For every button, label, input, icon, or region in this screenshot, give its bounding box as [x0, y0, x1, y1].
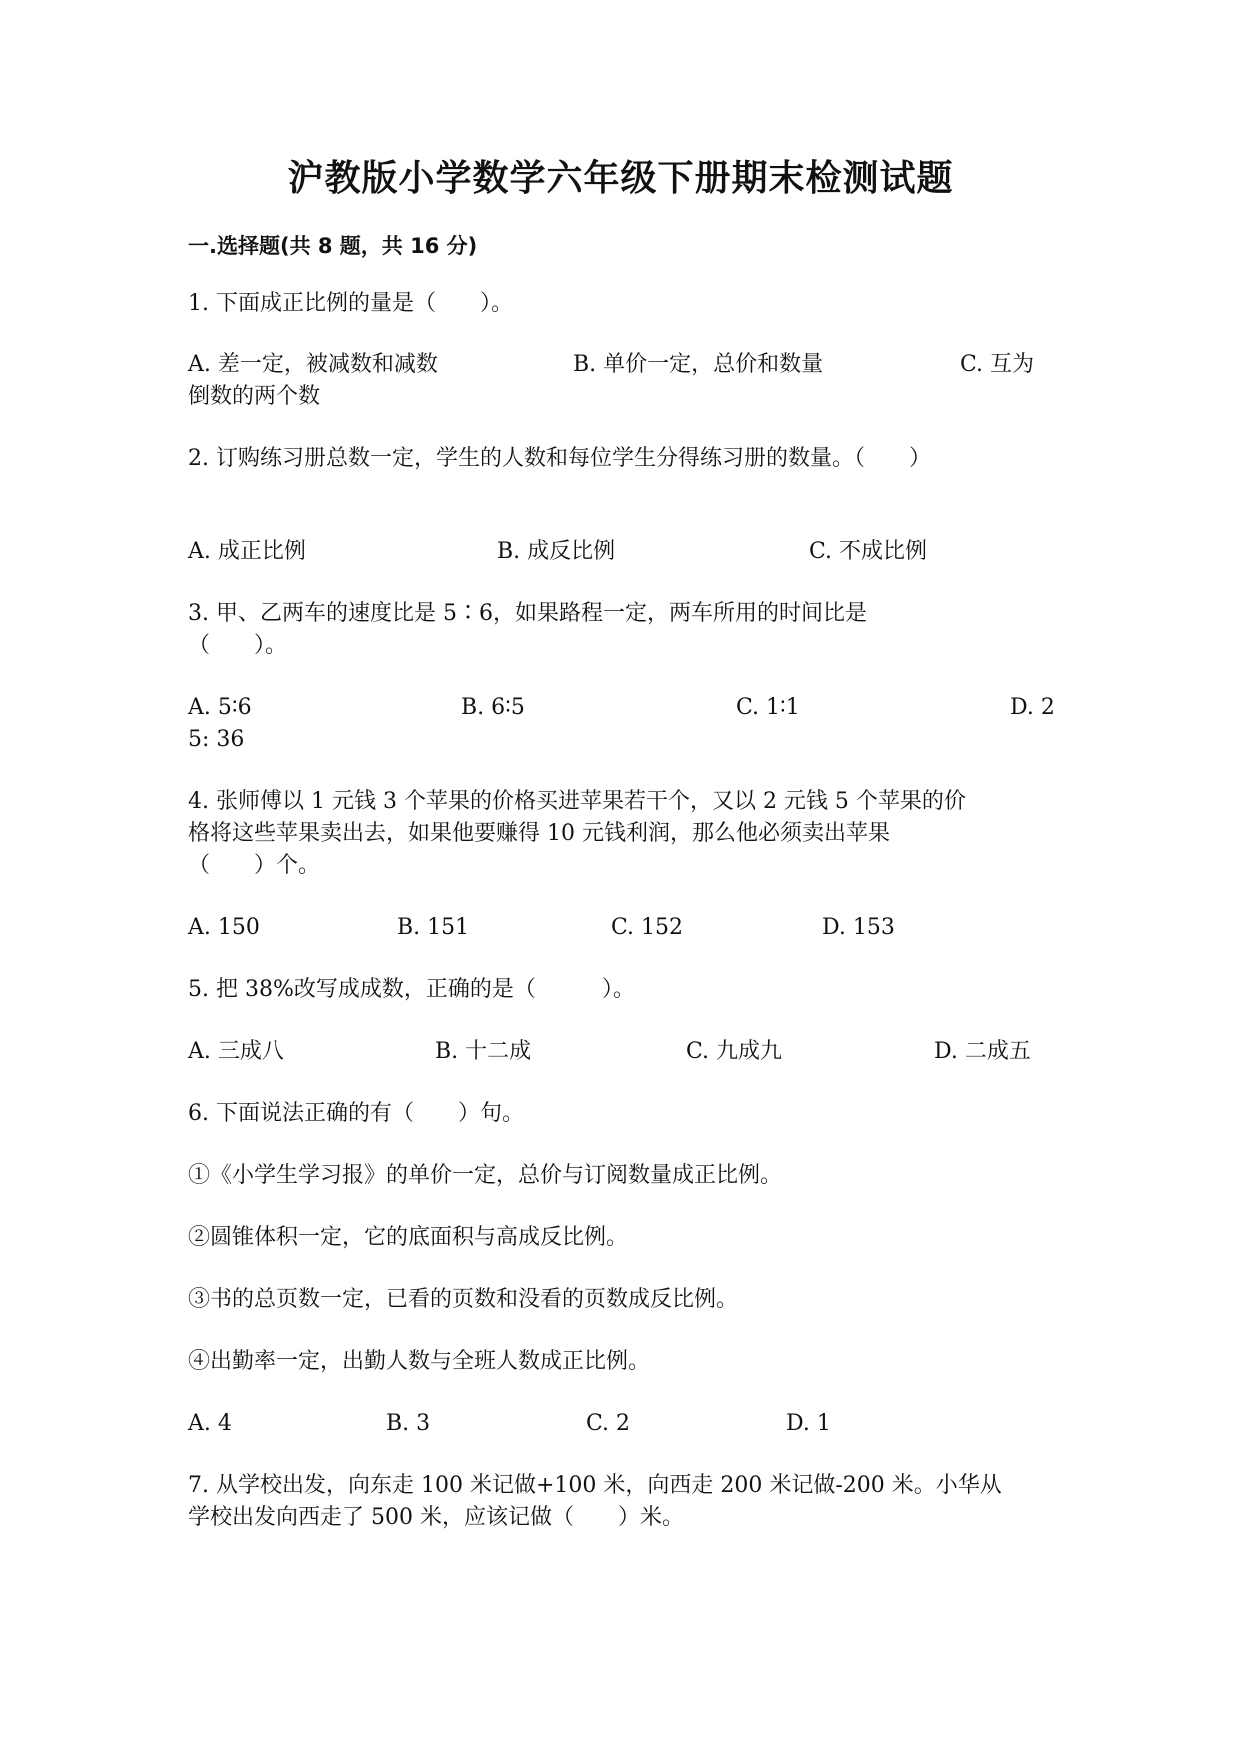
q6-option-d: D. 1: [786, 1411, 831, 1436]
q6-statement-2: ②圆锥体积一定，它的底面积与高成反比例。: [188, 1225, 629, 1250]
question-1-stem: 1. 下面成正比例的量是（ ）。: [188, 291, 513, 316]
page-title: 沪教版小学数学六年级下册期末检测试题: [287, 158, 954, 199]
q3-option-c: C. 1∶1: [736, 695, 800, 720]
q5-option-b: B. 十二成: [435, 1039, 532, 1064]
q1-option-wrap: 倒数的两个数: [188, 384, 321, 409]
question-4-stem-line-3: （ ）个。: [188, 853, 321, 878]
q6-option-c: C. 2: [586, 1411, 631, 1436]
q1-option-c: C. 互为: [960, 352, 1035, 377]
q2-option-a: A. 成正比例: [188, 539, 306, 564]
q4-option-c: C. 152: [611, 915, 684, 940]
q6-option-a: A. 4: [188, 1411, 232, 1436]
q6-statement-4: ④出勤率一定，出勤人数与全班人数成正比例。: [188, 1349, 651, 1374]
q6-option-b: B. 3: [386, 1411, 431, 1436]
question-3-stem-line-1: 3. 甲、乙两车的速度比是 5∶6，如果路程一定，两车所用的时间比是: [188, 601, 867, 626]
section-heading: 一.选择题(共 8 题，共 16 分): [188, 234, 478, 258]
q3-option-a: A. 5∶6: [188, 695, 252, 720]
question-5-stem: 5. 把 38%改写成成数，正确的是（ ）。: [188, 977, 635, 1002]
question-3-stem-line-2: （ ）。: [188, 633, 288, 658]
question-4-stem-line-2: 格将这些苹果卖出去，如果他要赚得 10 元钱利润，那么他必须卖出苹果: [188, 821, 890, 846]
q3-option-d: D. 2: [1010, 695, 1055, 720]
q3-option-b: B. 6∶5: [461, 695, 525, 720]
question-4-stem-line-1: 4. 张师傅以 1 元钱 3 个苹果的价格买进苹果若干个，又以 2 元钱 5 个苹果的价: [188, 789, 966, 814]
q1-option-b: B. 单价一定，总价和数量: [573, 352, 824, 377]
q3-option-wrap: 5: 36: [188, 727, 245, 752]
q5-option-a: A. 三成八: [188, 1039, 284, 1064]
question-7-stem-line-1: 7. 从学校出发，向东走 100 米记做+100 米，向西走 200 米记做-200 米。小华从: [188, 1473, 1002, 1498]
q5-option-c: C. 九成九: [686, 1039, 783, 1064]
question-2-stem: 2. 订购练习册总数一定，学生的人数和每位学生分得练习册的数量。（ ）: [188, 446, 931, 471]
q6-statement-3: ③书的总页数一定，已看的页数和没看的页数成反比例。: [188, 1287, 739, 1312]
q2-option-b: B. 成反比例: [497, 539, 616, 564]
q5-option-d: D. 二成五: [934, 1039, 1031, 1064]
question-6-stem: 6. 下面说法正确的有（ ）句。: [188, 1101, 524, 1126]
question-7-stem-line-2: 学校出发向西走了 500 米，应该记做（ ）米。: [188, 1505, 684, 1530]
q4-option-b: B. 151: [397, 915, 470, 940]
q6-statement-1: ①《小学生学习报》的单价一定，总价与订阅数量成正比例。: [188, 1163, 783, 1188]
q2-option-c: C. 不成比例: [809, 539, 928, 564]
q4-option-d: D. 153: [822, 915, 895, 940]
q1-option-a: A. 差一定，被减数和减数: [188, 352, 438, 377]
q4-option-a: A. 150: [188, 915, 260, 940]
